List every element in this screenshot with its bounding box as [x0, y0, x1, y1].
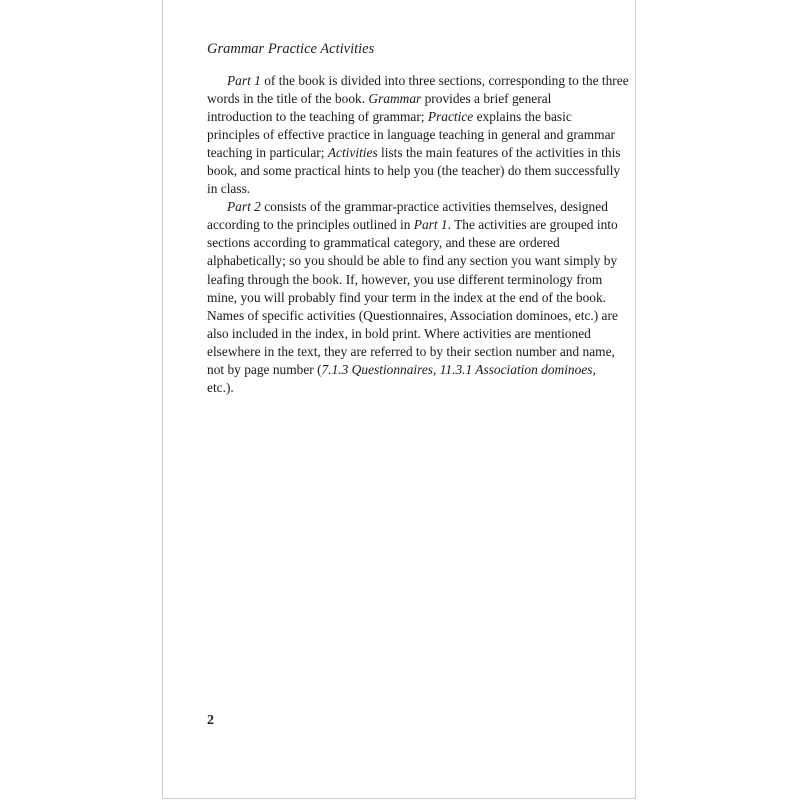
paragraph-2-line: etc.). [207, 379, 234, 395]
paragraph-2-line: Names of specific activities (Questionnaires, Association dominoes, etc.) are [207, 307, 618, 323]
paragraph-1-line: teaching in particular; Activities lists the main features of the activities in this [207, 145, 621, 161]
page-number: 2 [207, 713, 214, 728]
paragraph-1-line: book, and some practical hints to help you (the teacher) do them successfully [207, 163, 621, 179]
italic-term: Practice [427, 109, 474, 125]
italic-term: Part 2 [227, 199, 261, 215]
body-text [207, 72, 629, 397]
paragraph-2-line: leafing through the book. If, however, you use different terminology from [207, 271, 603, 287]
italic-term: Grammar [368, 91, 422, 107]
paragraph-2-line: according to the principles outlined in Part 1. The activities are grouped into [207, 217, 618, 233]
italic-reference: 7.1.3 Questionnaires [321, 361, 434, 377]
paragraph-1 [207, 72, 629, 198]
paragraph-1-line: introduction to the teaching of grammar; Practice explains the basic [207, 109, 572, 125]
italic-term: Part 1 [227, 73, 261, 88]
italic-term: Part 1 [413, 217, 448, 233]
book-page [162, 0, 636, 799]
paragraph-2-line: also included in the index, in bold print. Where activities are mentioned [207, 325, 591, 341]
paragraph-2 [207, 198, 618, 397]
paragraph-2-line: mine, you will probably find your term in the index at the end of the book. [207, 289, 607, 305]
running-head: Grammar Practice Activities [207, 41, 375, 57]
paragraph-2-line: not by page number (7.1.3 Questionnaires, 11.3.1 Association dominoes, [207, 361, 596, 377]
paragraph-1-line: principles of effective practice in language teaching in general and grammar [207, 127, 615, 143]
paragraph-1-line: Part 1 of the book is divided into three sections, corresponding to the three [227, 73, 629, 88]
paragraph-1-line: in class. [207, 181, 251, 197]
italic-reference: 11.3.1 Association dominoes [439, 361, 593, 377]
paragraph-2-line: alphabetically; so you should be able to find any section you want simply by [207, 253, 618, 269]
paragraph-1-line: words in the title of the book. Grammar provides a brief general [207, 91, 552, 107]
paragraph-2-line: elsewhere in the text, they are referred to by their section number and name, [207, 343, 615, 359]
italic-term: Activities [327, 145, 378, 161]
paragraph-2-line: sections according to grammatical category, and these are ordered [207, 235, 560, 251]
paragraph-2-line: Part 2 consists of the grammar-practice activities themselves, designed [227, 199, 608, 215]
